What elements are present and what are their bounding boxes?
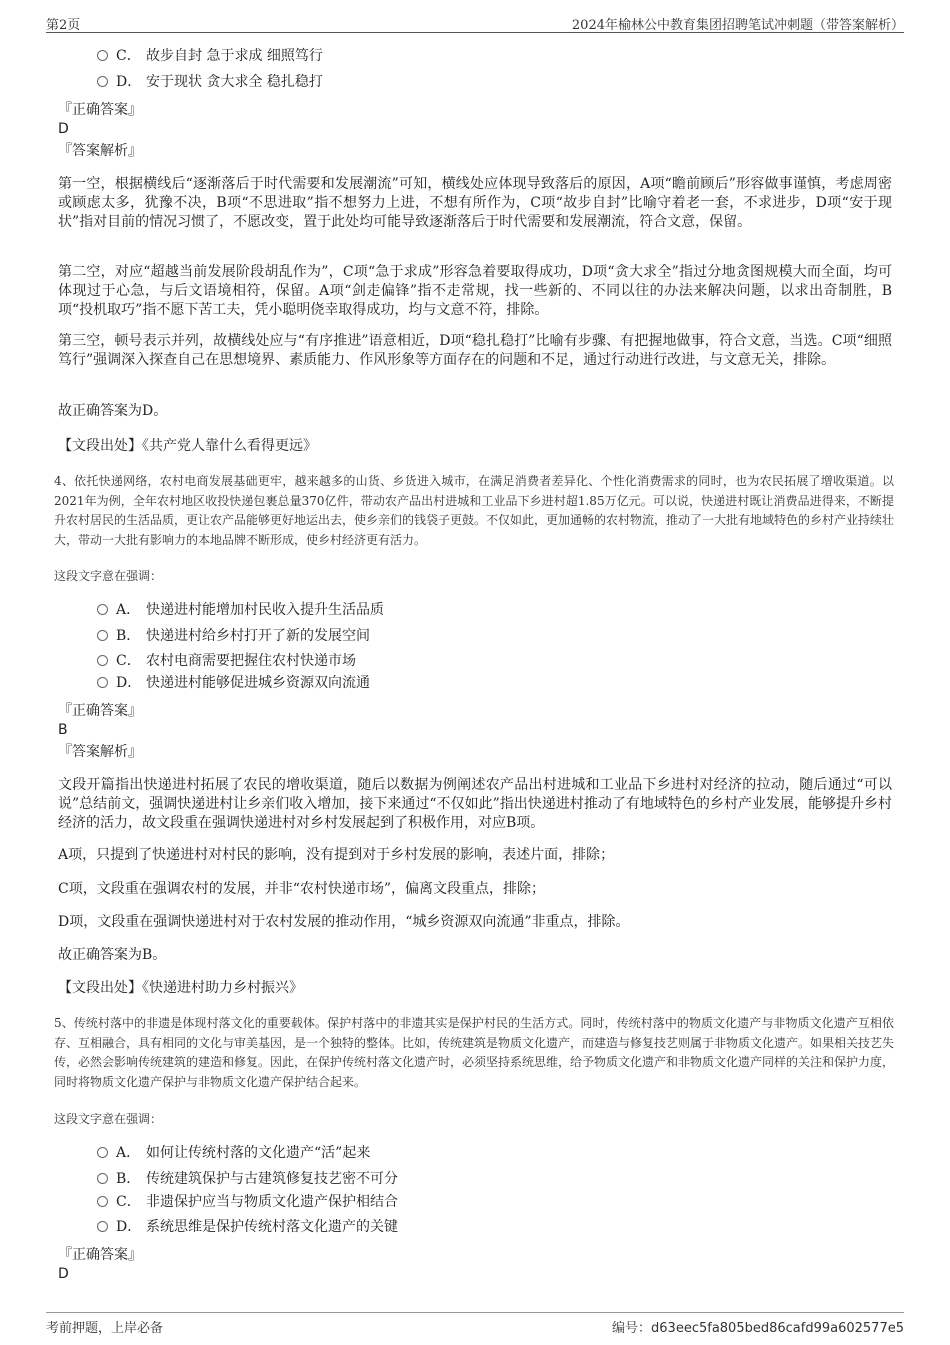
radio-icon[interactable] bbox=[97, 76, 108, 87]
radio-icon[interactable] bbox=[97, 1221, 108, 1232]
q3-option-c[interactable]: C． 故步自封 急于求成 细照笃行 bbox=[97, 46, 323, 66]
q4-option-a[interactable]: A． 快递进村能增加村民收入提升生活品质 bbox=[97, 600, 384, 620]
q4-stem: 这段文字意在强调： bbox=[54, 569, 163, 583]
q4-analysis-para-1: 文段开篇指出快递进村拓展了农民的增收渠道，随后以数据为例阐述农产品出村进城和工业品下乡进村对经济的拉动，随后通过“可以说”总结前文，强调快递进村让乡亲们收入增加，接下来通过“不仅如此”指出快递进村推动了有地域特色的乡村产业发展，能够提升乡村经济的活力，故文段重在强调快递进村对乡村发展起到了积极作用，对应B项。 bbox=[58, 777, 892, 831]
document-code: 编号：d63eec5fa805bed86cafd99a602577e5 bbox=[612, 1321, 904, 1336]
q5-option-d[interactable]: D． 系统思维是保护传统村落文化遗产的关键 bbox=[97, 1217, 398, 1237]
page-header bbox=[46, 12, 904, 33]
q5-option-a[interactable]: A． 如何让传统村落的文化遗产“活”起来 bbox=[97, 1143, 370, 1163]
q5-option-c[interactable]: C． 非遗保护应当与物质文化遗产保护相结合 bbox=[97, 1192, 398, 1212]
q5-stem: 这段文字意在强调： bbox=[54, 1112, 163, 1126]
q4-analysis-para-2: A项，只提到了快递进村对村民的影响，没有提到对于乡村发展的影响，表述片面，排除； bbox=[58, 847, 615, 863]
q4-analysis-para-3: C项，文段重在强调农村的发展，并非“农村快递市场”，偏离文段重点，排除； bbox=[58, 881, 546, 897]
page-number: 第2页 bbox=[46, 18, 81, 33]
q5-answer-label: 『正确答案』 bbox=[58, 1247, 142, 1263]
document-title: 2024年榆林公中教育集团招聘笔试冲刺题（带答案解析） bbox=[571, 18, 904, 33]
q4-analysis-label: 『答案解析』 bbox=[58, 744, 142, 760]
q4-analysis-para-4: D项，文段重在强调快递进村对于农村发展的推动作用，“城乡资源双向流通”非重点，排除。 bbox=[58, 914, 630, 930]
footer-slogan: 考前押题，上岸必备 bbox=[46, 1321, 164, 1336]
q4-question: 4、依托快递网络，农村电商发展基础更牢，越来越多的山货、乡货进入城市，在满足消费者差异化、个性化消费需求的同时，也为农民拓展了增收渠道。以2021年为例，全年农村地区收投快递包裹总量370亿件，带动农产品出村进城和工业品下乡进村超1.85万亿元。可以说，快递进村既让消费品进得来，不断提升农村居民的生活品质，更让农产品能够更好地运出去，使乡亲们的钱袋子更鼓。不仅如此，更加通畅的农村物流，推动了一大批有地域特色的乡村产业持续壮大，带动一大批有影响力的本地品牌不断形成，使乡村经济更有活力。 bbox=[54, 474, 895, 547]
q3-answer: D bbox=[58, 121, 69, 137]
radio-icon[interactable] bbox=[97, 1147, 108, 1158]
q4-answer: B bbox=[58, 722, 68, 738]
radio-icon[interactable] bbox=[97, 677, 108, 688]
q4-option-c[interactable]: C． 农村电商需要把握住农村快递市场 bbox=[97, 651, 356, 671]
q3-analysis-para-2: 第二空，对应“超越当前发展阶段胡乱作为”，C项“急于求成”形容急着要取得成功，D项“贪大求全”指过分地贪图规模大而全面，均可体现过于心急，与后文语境相符，保留。A项“剑走偏锋”指不走常规，找一些新的、不同以往的办法来解决问题，以求出奇制胜，B项“投机取巧”指不愿下苦工夫，凭小聪明侥幸取得成功，均与文意不符，排除。 bbox=[58, 264, 892, 318]
radio-icon[interactable] bbox=[97, 604, 108, 615]
page-footer bbox=[46, 1312, 904, 1337]
q4-option-b[interactable]: B． 快递进村给乡村打开了新的发展空间 bbox=[97, 626, 370, 646]
q5-answer: D bbox=[58, 1266, 69, 1282]
q3-answer-label: 『正确答案』 bbox=[58, 102, 142, 118]
q3-analysis-label: 『答案解析』 bbox=[58, 143, 142, 159]
radio-icon[interactable] bbox=[97, 50, 108, 61]
q5-option-b[interactable]: B． 传统建筑保护与古建筑修复技艺密不可分 bbox=[97, 1169, 398, 1189]
q3-analysis-para-1: 第一空，根据横线后“逐渐落后于时代需要和发展潮流”可知，横线处应体现导致落后的原因，A项“瞻前顾后”形容做事谨慎，考虑周密或顾虑太多，犹豫不决，B项“不思进取”指不想努力上进，不想有所作为，C项“故步自封”比喻守着老一套，不求进步，D项“安于现状”指对目前的情况习惯了，不愿改变，置于此处均可能导致逐渐落后于时代需要和发展潮流，符合文意，保留。 bbox=[58, 176, 892, 230]
q4-source: 【文段出处】《快递进村助力乡村振兴》 bbox=[58, 980, 303, 996]
q3-source: 【文段出处】《共产党人靠什么看得更远》 bbox=[58, 438, 317, 454]
q3-option-d[interactable]: D． 安于现状 贪大求全 稳扎稳打 bbox=[97, 72, 323, 92]
q4-option-d[interactable]: D． 快递进村能够促进城乡资源双向流通 bbox=[97, 673, 370, 693]
q4-conclusion: 故正确答案为B。 bbox=[58, 947, 167, 963]
radio-icon[interactable] bbox=[97, 655, 108, 666]
q4-answer-label: 『正确答案』 bbox=[58, 703, 142, 719]
radio-icon[interactable] bbox=[97, 1173, 108, 1184]
q3-conclusion: 故正确答案为D。 bbox=[58, 403, 168, 419]
q3-analysis-para-3: 第三空，顿号表示并列，故横线处应与“有序推进”语意相近，D项“稳扎稳打”比喻有步骤、有把握地做事，符合文意，当选。C项“细照笃行”强调深入探查自己在思想境界、素质能力、作风形象等方面存在的问题和不足，通过行动进行改进，与文意无关，排除。 bbox=[58, 333, 892, 368]
radio-icon[interactable] bbox=[97, 1196, 108, 1207]
radio-icon[interactable] bbox=[97, 630, 108, 641]
q5-question: 5、传统村落中的非遗是体现村落文化的重要载体。保护村落中的非遗其实是保护村民的生活方式。同时，传统村落中的物质文化遗产与非物质文化遗产互相依存、互相融合，具有相同的文化与审美基因，是一个独特的整体。比如，传统建筑是物质文化遗产，而建造与修复技艺则属于非物质文化遗产。如果相关技艺失传，必然会影响传统建筑的建造和修复。因此，在保护传统村落文化遗产时，必须坚持系统思维，给予物质文化遗产和非物质文化遗产同样的关注和保护力度，同时将物质文化遗产保护与非物质文化遗产保护结合起来。 bbox=[54, 1016, 895, 1089]
